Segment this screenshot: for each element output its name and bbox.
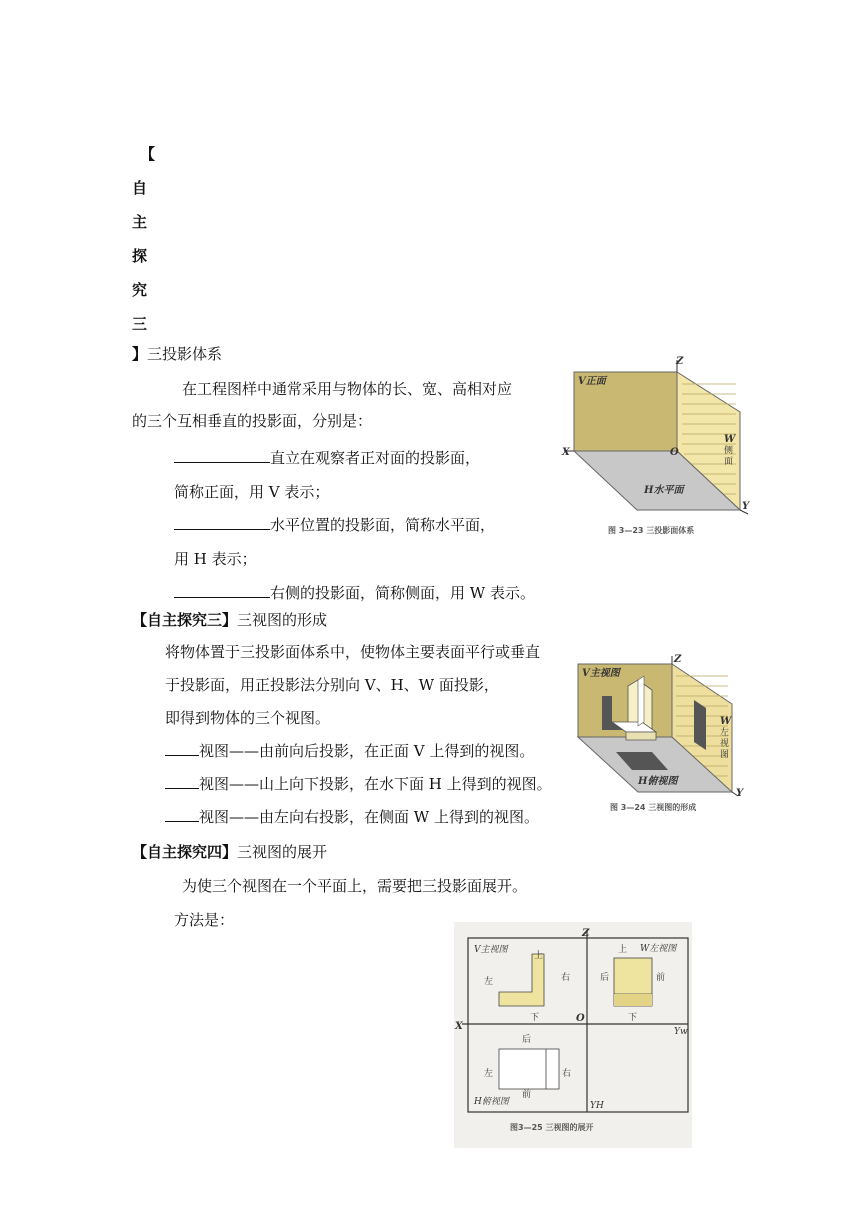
fig2-label-w2: 左 [720,728,730,738]
w-down-label: 下 [628,1013,638,1023]
item2-text: 水平位置的投影面，简称水平面， [270,516,496,534]
fig2-caption: 图 3—24 三视图的形成 [610,803,697,812]
axis-z: Z [582,928,590,939]
h-left-label: 左 [484,1069,494,1079]
v-down-label: 下 [530,1013,540,1023]
heading-char: 探 [132,247,148,265]
fig2-label-v: V主视图 [582,668,620,679]
intro-line-2: 的三个互相垂直的投影面，分别是： [132,412,373,430]
section2-para-3: 即得到物体的三个视图。 [165,709,331,727]
origin-o: O [576,1013,585,1024]
top-view-shape [499,1049,559,1089]
item1-line-b: 简称正面，用 V 表示； [174,483,330,501]
h-right-label: 右 [562,1069,572,1079]
heading-bracket: 】 [132,345,148,363]
v-left-label: 左 [484,977,494,987]
answer-blank[interactable] [174,448,270,463]
fig3-background [454,922,692,1148]
h-front-label: 前 [522,1090,532,1100]
fig2-label-w4: 图 [720,750,730,760]
fig1-label-v: V正面 [578,376,606,387]
figure-projection-planes [560,352,760,542]
heading-char: 究 [132,281,148,299]
fig1-label-w1: W [724,434,736,445]
answer-blank[interactable] [165,774,199,789]
fig2-label-w1: W [720,716,732,727]
fig3-label-h: H俯视图 [474,1097,509,1107]
answer-blank[interactable] [174,583,270,598]
section3-title: 三视图的展开 [237,843,328,861]
heading-char: 【 [140,145,156,163]
axis-z: Z [674,654,682,665]
section1-heading-line [132,344,222,364]
view2-line [165,774,552,794]
fig1-caption: 图 3—23 三投影面体系 [608,526,695,535]
item3-line [174,583,535,603]
side-projection [694,700,706,750]
item1-text: 直立在观察者正对面的投影面， [270,449,481,467]
w-back-label: 后 [600,973,610,983]
answer-blank[interactable] [165,741,199,756]
section3-para-2: 方法是： [174,911,235,929]
figure-view-formation [572,652,752,820]
axis-x: X [562,447,570,458]
item2-line-b: 用 H 表示； [174,550,257,568]
fig1-label-w2: 侧 [724,446,734,456]
h-back-label: 后 [522,1035,532,1045]
section2-heading [132,610,327,630]
fig1-label-h: H水平面 [644,485,684,496]
view2-text: 视图——山上向下投影，在水下面 H 上得到的视图。 [199,775,552,793]
v-up-label: 上 [534,951,544,961]
view3-line [165,807,539,827]
item2-line-a [174,515,495,535]
section3-para-1: 为使三个视图在一个平面上，需要把三投影面展开。 [182,877,528,895]
fig3-label-w: W左视图 [640,944,677,954]
item3-text: 右侧的投影面，简称侧面，用 W 表示。 [270,584,535,602]
axis-yh: YH [590,1101,604,1111]
section2-title: 三视图的形成 [237,611,328,629]
w-front-label: 前 [656,973,666,983]
axis-y: Y [742,501,750,512]
view3-text: 视图——由左向右投影，在侧面 W 上得到的视图。 [199,808,539,826]
section2-heading-bold: 【自主探究三】 [132,611,238,629]
view1-line [165,741,534,761]
fig3-label-v: V主视图 [474,945,508,955]
intro-line-1: 在工程图样中通常采用与物体的长、宽、高相对应 [182,380,513,398]
fig2-label-h: H俯视图 [638,776,678,787]
heading-char: 三 [132,315,148,333]
section3-heading [132,842,327,862]
heading-char: 自 [132,179,148,197]
axis-x: X [455,1021,463,1032]
origin-o: O [670,447,679,458]
v-right-label: 右 [561,973,571,983]
answer-blank[interactable] [174,515,270,530]
figure-unfolding [454,922,692,1148]
answer-blank[interactable] [165,807,199,822]
section2-para-1: 将物体置于三投影面体系中，使物体主要表面平行或垂直 [165,643,541,661]
axis-yw: Yw [674,1027,688,1037]
axis-y: Y [736,788,744,799]
section3-heading-bold: 【自主探究四】 [132,843,238,861]
axis-z: Z [676,356,684,367]
fig3-caption: 图3—25 三视图的展开 [510,1123,594,1132]
section1-title: 三投影体系 [147,345,223,363]
section2-para-2: 于投影面，用正投影法分别向 V、H、W 面投影， [165,676,499,694]
w-up-label: 上 [618,945,628,955]
fig2-label-w3: 视 [720,739,730,749]
fig1-label-w3: 面 [724,457,734,467]
item1-line-a [174,448,480,468]
view1-text: 视图——由前向后投影，在正面 V 上得到的视图。 [199,742,535,760]
heading-char: 主 [132,213,148,231]
